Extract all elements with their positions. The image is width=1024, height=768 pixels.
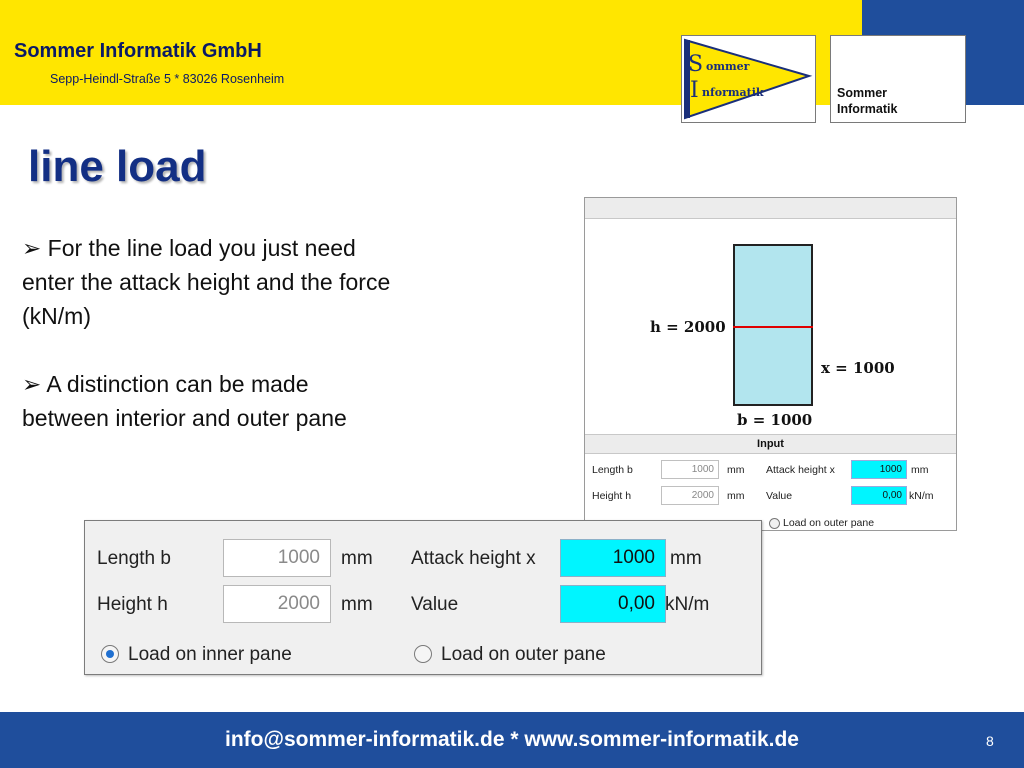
logo2-wordmark xyxy=(837,85,897,117)
width-dimension-label: b = 1000 xyxy=(737,411,813,429)
value-unit: kN/m xyxy=(665,594,710,615)
radio-inner-pane-label: Load on inner pane xyxy=(128,644,292,665)
company-address: Sepp-Heindl-Straße 5 * 83026 Rosenheim xyxy=(50,72,285,86)
page-number: 8 xyxy=(986,733,994,749)
small-attack-unit: mm xyxy=(911,464,929,476)
small-radio-outer[interactable] xyxy=(769,518,780,529)
screenshot-toolbar xyxy=(585,198,956,219)
height-input[interactable]: 2000 xyxy=(223,585,331,623)
logo-text-ommer: ommer xyxy=(706,60,750,73)
small-height-unit: mm xyxy=(727,490,745,502)
slide-title: line load xyxy=(28,142,207,191)
small-length-label: Length b xyxy=(592,464,633,476)
logo2-line2: Informatik xyxy=(837,102,898,116)
company-logo-pennant xyxy=(681,35,816,123)
input-form-zoom xyxy=(84,520,762,675)
glass-pane-diagram xyxy=(733,244,813,406)
radio-inner-pane[interactable] xyxy=(101,645,119,663)
logo2-line1: Sommer xyxy=(837,86,888,100)
attack-height-label: x = 1000 xyxy=(821,359,895,377)
bullet-arrow-icon: ➢ xyxy=(22,371,42,397)
small-radio-outer-label: Load on outer pane xyxy=(783,517,875,529)
footer-contact: info@sommer-informatik.de * www.sommer-informatik.de xyxy=(225,728,799,751)
radio-outer-pane-label: Load on outer pane xyxy=(441,644,606,665)
small-attack-input[interactable]: 1000 xyxy=(851,460,907,479)
company-name: Sommer Informatik GmbH xyxy=(14,40,262,62)
height-dimension-label: h = 2000 xyxy=(650,318,726,336)
logo-initial-s: S xyxy=(688,52,704,77)
bullet-text: For the line load you just need enter the attack height and the force (kN/m) xyxy=(22,235,391,329)
bullet-arrow-icon: ➢ xyxy=(22,235,42,261)
height-unit: mm xyxy=(341,594,373,615)
attack-height-unit: mm xyxy=(670,548,702,569)
length-input[interactable]: 1000 xyxy=(223,539,331,577)
length-unit: mm xyxy=(341,548,373,569)
bullet-item xyxy=(22,231,392,333)
small-attack-label: Attack height x xyxy=(766,464,835,476)
attack-height-input[interactable]: 1000 xyxy=(560,539,666,577)
small-length-unit: mm xyxy=(727,464,745,476)
bullet-item xyxy=(22,367,392,435)
attack-height-label: Attack height x xyxy=(411,548,536,569)
app-screenshot xyxy=(584,197,957,531)
small-height-input[interactable]: 2000 xyxy=(661,486,719,505)
small-value-unit: kN/m xyxy=(909,490,934,502)
bullet-text: A distinction can be made between interior and outer pane xyxy=(22,371,347,431)
line-load-marker xyxy=(733,326,813,328)
value-input[interactable]: 0,00 xyxy=(560,585,666,623)
small-height-label: Height h xyxy=(592,490,632,502)
small-length-input[interactable]: 1000 xyxy=(661,460,719,479)
logo-text-nformatik: nformatik xyxy=(702,86,764,99)
input-section-header: Input xyxy=(585,434,956,454)
length-label: Length b xyxy=(97,548,171,569)
height-label: Height h xyxy=(97,594,168,615)
value-label: Value xyxy=(411,594,459,615)
small-value-label: Value xyxy=(766,490,793,502)
small-value-input[interactable]: 0,00 xyxy=(851,486,907,505)
radio-outer-pane[interactable] xyxy=(414,645,432,663)
logo-initial-i: I xyxy=(690,78,699,103)
